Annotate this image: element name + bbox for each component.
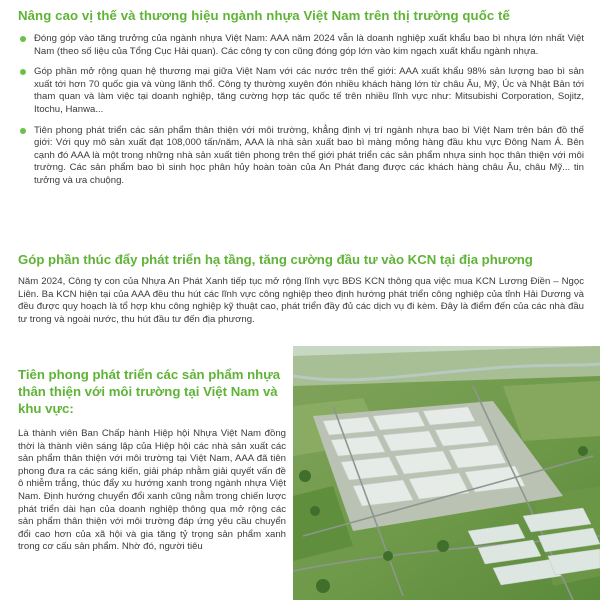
section-title-eco-products: Tiên phong phát triển các sản phẩm nhựa thân thiện với môi trường tại Việt Nam và khu vực: <box>18 367 281 416</box>
list-item <box>18 66 584 116</box>
industrial-park-aerial-photo <box>293 346 600 600</box>
section-title-infrastructure: Góp phần thúc đẩy phát triển hạ tầng, tăng cường đầu tư vào KCN tại địa phương <box>18 252 533 267</box>
bullet-icon <box>20 128 26 134</box>
bullet-text: Góp phần mở rộng quan hệ thương mại giữa Việt Nam với các nước trên thế giới: AAA xuất khẩu 98% sản lượng bao bì sản xuất tới hơn 70 quốc gia và vùng lãnh thổ. Công ty thường xuyên đón nhiều khách hàng lớn từ châu Âu, Mỹ, Úc và Nhật Bản tới tham quan và làm việc tại doanh nghiệp, tăng cường hợp tác quốc tế trên nhiều lĩnh vực như: Mitsubishi Corporation, Sojitz, Itochu, Hanwa... <box>34 66 584 115</box>
section-title-international: Nâng cao vị thế và thương hiệu ngành nhựa Việt Nam trên thị trường quốc tế <box>18 8 510 23</box>
list-item <box>18 125 584 188</box>
bullet-icon <box>20 36 26 42</box>
bullet-icon <box>20 69 26 75</box>
infrastructure-paragraph: Năm 2024, Công ty con của Nhựa An Phát Xanh tiếp tục mở rộng lĩnh vực BĐS KCN thông qua việc mua KCN Lương Điền – Ngọc Liên. Ba KCN hiện tại của AAA đều thu hút các lĩnh vực công nghiệp theo định hướng phát triển công nghiệp của tỉnh Hải Dương và đều được quy hoạch là tổ hợp khu công nghiệp kỹ thuật cao, phát triển đầy đủ các dịch vụ đi kèm. Đây là điểm đến của các nhà đầu tư trong và ngoài nước, thu hút đầu tư đến địa phương. <box>18 276 584 325</box>
bullet-text: Đóng góp vào tăng trưởng của ngành nhựa Việt Nam: AAA năm 2024 vẫn là doanh nghiệp xuất khẩu bao bì nhựa lớn nhất Việt Nam (theo số liệu của Tổng Cục Hải quan). Các công ty con cũng đóng góp lớn vào kim ngạch xuất khẩu ngành nhựa. <box>34 33 584 57</box>
bullet-list <box>18 33 584 196</box>
eco-products-paragraph: Là thành viên Ban Chấp hành Hiệp hội Nhựa Việt Nam đồng thời là thành viên sáng lập của Hiệp hội các nhà sản xuất các sản phẩm thân thiện với môi trường tại Việt Nam, AAA đã tiên phong đưa ra các sáng kiến, giải pháp nhằm giải quyết vấn đề ô nhiễm trắng, thúc đẩy xu hướng xanh trong ngành nhựa Việt Nam. Định hướng chuyển đổi xanh cũng nằm trong chiến lược phát triển dài hạn của doanh nghiệp thông qua mở rộng các sản phẩm thân thiện với môi trường đáp ứng yêu cầu chuyển đổi cao hơn của xã hội và gia tăng tỷ trọng sản phẩm xanh trong cơ cấu sản phẩm. Nhờ đó, người tiêu <box>18 428 286 553</box>
list-item <box>18 33 584 58</box>
bullet-text: Tiên phong phát triển các sản phẩm thân thiện với môi trường, khẳng định vị trí ngành nhựa bao bì Việt Nam trên bản đồ thế giới: Với quy mô sản xuất đạt 108,000 tấn/năm, AAA là nhà sản xuất bao bì màng mỏng hàng đầu khu vực Đông Nam Á. Bên cạnh đó AAA là một trong những nhà sản xuất tiên phong trên thế giới phát triển các sản phẩm nhựa sinh học thân thiện với môi trường. Các sản phẩm bao bì sinh học phân hủy hoàn toàn của An Phát đang được các khách hàng châu Âu, châu Mỹ... tin tưởng và ưa chuộng. <box>34 124 584 186</box>
